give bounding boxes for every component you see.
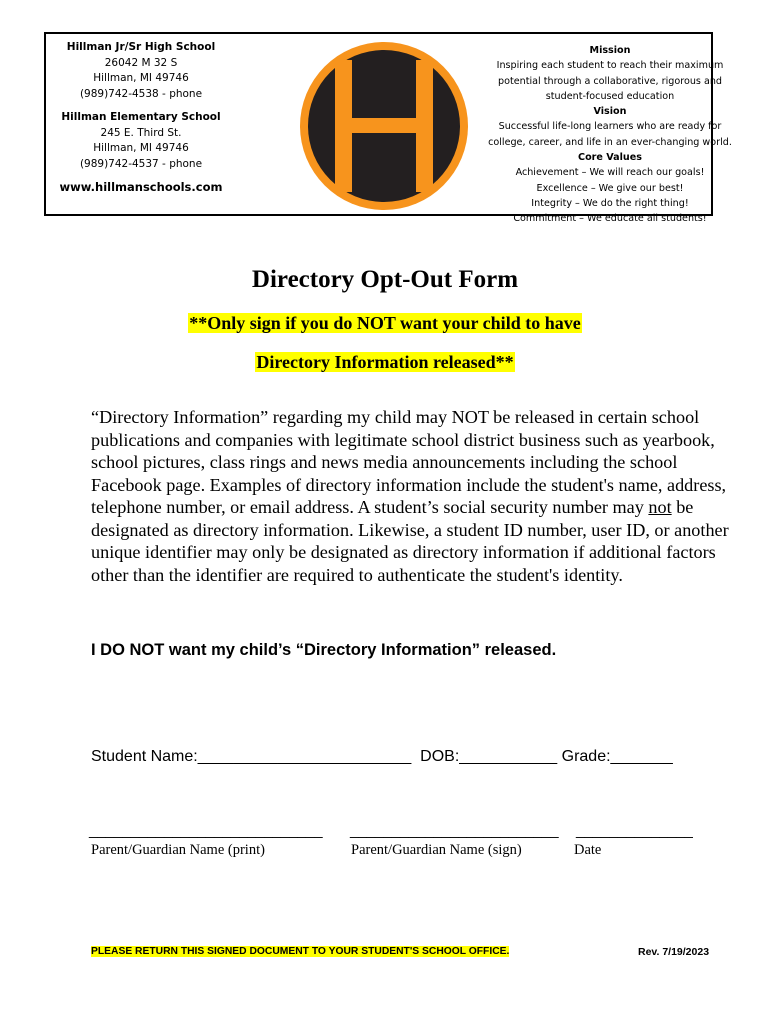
es-address-line2: Hillman, MI 49746 [93,142,189,154]
notice-line-2 [0,352,770,373]
hs-phone: (989)742-4538 - phone [79,87,203,100]
core-value-1: Achievement – We will reach our goals! [515,167,705,179]
guardian-print-line[interactable]: ____________________________ [89,822,323,839]
es-name: Hillman Elementary School [61,111,221,123]
student-info-fields[interactable]: Student Name:________________________ DOB:___________ Grade:_______ [91,748,673,765]
hs-address-line2: Hillman, MI 49746 [93,72,189,84]
mission-vision-values [464,43,756,227]
para-part-1: “Directory Information” regarding my child may NOT be released in certain school publications and companies with legitimate school district business such as yearbook, school pictures, class rings and news media announcements including the school Facebook page. Examples of directory information include the student's name, address, telephone number, or email address. A student’s social security number may [91,407,727,517]
guardian-sign-label: Parent/Guardian Name (sign) [351,842,522,858]
return-instructions: PLEASE RETURN THIS SIGNED DOCUMENT TO YOUR STUDENT'S SCHOOL OFFICE. [91,946,510,957]
hillman-h-logo-icon [298,40,470,212]
opt-out-statement: I DO NOT want my child’s “Directory Information” released. [91,641,557,659]
mission-title: Mission [589,45,631,56]
mission-text-1: Inspiring each student to reach their maximum [496,60,724,72]
guardian-print-label: Parent/Guardian Name (print) [91,842,265,858]
es-phone: (989)742-4537 - phone [79,157,203,170]
letterhead [44,32,732,225]
core-value-4: Commitment – We educate all students! [513,213,707,225]
mission-text-2: potential through a collaborative, rigorous and [498,75,722,87]
core-value-2: Excellence – We give our best! [536,182,684,194]
guardian-sign-line[interactable]: _________________________ [350,822,559,839]
form-title: Directory Opt-Out Form [251,266,519,293]
es-address-line1: 245 E. Third St. [100,126,182,139]
vision-title: Vision [593,106,627,118]
notice-line-1 [0,313,770,334]
date-label: Date [574,842,602,858]
para-part-2: be designated as directory information. Likewise, a student ID number, user ID, or another unique identifier may only be designated as directory information if additional factors other than the identifier are required to authenticate the student's identity. [91,497,729,585]
date-line[interactable]: ______________ [576,822,693,839]
core-values-title: Core Values [578,152,642,164]
hs-address-line1: 26042 M 32 S [104,56,178,69]
notice-line-1-text: **Only sign if you do NOT want your child to have [189,313,581,333]
vision-text-1: Successful life-long learners who are ready for [498,121,722,133]
hs-name: Hillman Jr/Sr High School [66,41,216,53]
directory-info-paragraph [91,406,731,586]
vision-text-2: college, career, and life in an ever-changing world. [488,136,732,148]
school-contacts [46,40,236,196]
para-underlined-word: not [648,497,672,517]
school-website: www.hillmanschools.com [59,180,223,194]
revision-date: Rev. 7/19/2023 [638,946,710,958]
core-value-3: Integrity – We do the right thing! [531,197,689,209]
mission-text-3: student-focused education [545,90,675,102]
notice-line-2-text: Directory Information released** [256,352,514,372]
